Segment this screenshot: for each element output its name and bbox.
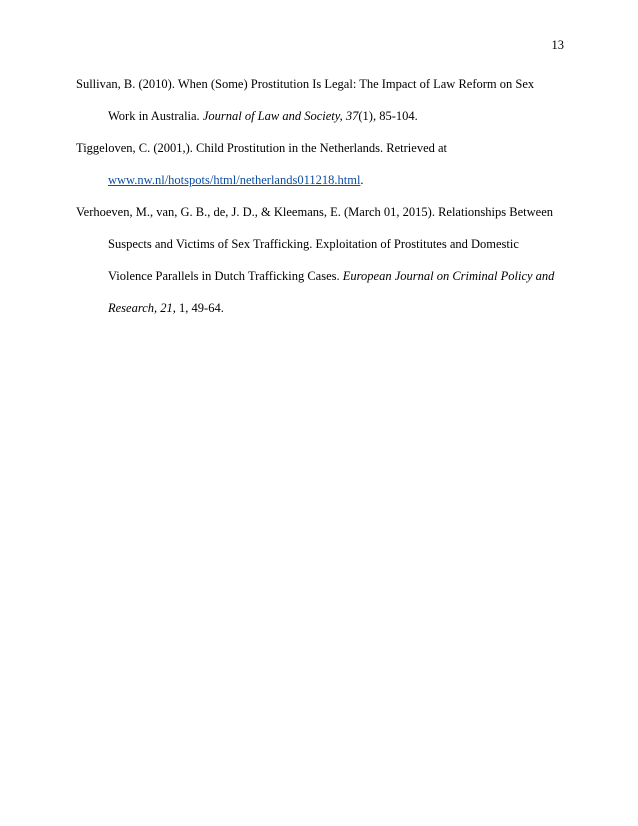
reference-entry-verhoeven [76, 196, 566, 324]
reference-line-continuation [108, 260, 566, 292]
reference-line-continuation [108, 292, 566, 324]
page-number: 13 [551, 38, 564, 52]
reference-link[interactable]: www.nw.nl/hotspots/html/netherlands011218.html [108, 173, 361, 187]
journal-title: Research, 21, [108, 301, 176, 315]
reference-text: (1), 85-104. [358, 109, 418, 123]
reference-text: 1, 49-64. [175, 301, 224, 315]
reference-line-continuation [108, 100, 566, 132]
reference-entry-sullivan [76, 68, 566, 132]
reference-line: Tiggeloven, C. (2001,). Child Prostitution in the Netherlands. Retrieved at [76, 141, 448, 155]
reference-text: Work in Australia. [108, 109, 203, 123]
journal-title: European Journal on Criminal Policy and [342, 269, 555, 283]
reference-line: Sullivan, B. (2010). When (Some) Prostitution Is Legal: The Impact of Law Reform on Sex [76, 77, 535, 91]
reference-line-continuation: Suspects and Victims of Sex Trafficking. Exploitation of Prostitutes and Domestic [108, 237, 519, 251]
reference-line-continuation [108, 164, 566, 196]
reference-list [76, 68, 566, 324]
reference-text: . [360, 173, 364, 187]
reference-line: Verhoeven, M., van, G. B., de, J. D., & Kleemans, E. (March 01, 2015). Relationships Between [76, 205, 553, 219]
reference-text: Violence Parallels in Dutch Trafficking Cases. [108, 269, 343, 283]
reference-entry-tiggeloven [76, 132, 566, 196]
journal-title: Journal of Law and Society, 37 [202, 109, 359, 123]
